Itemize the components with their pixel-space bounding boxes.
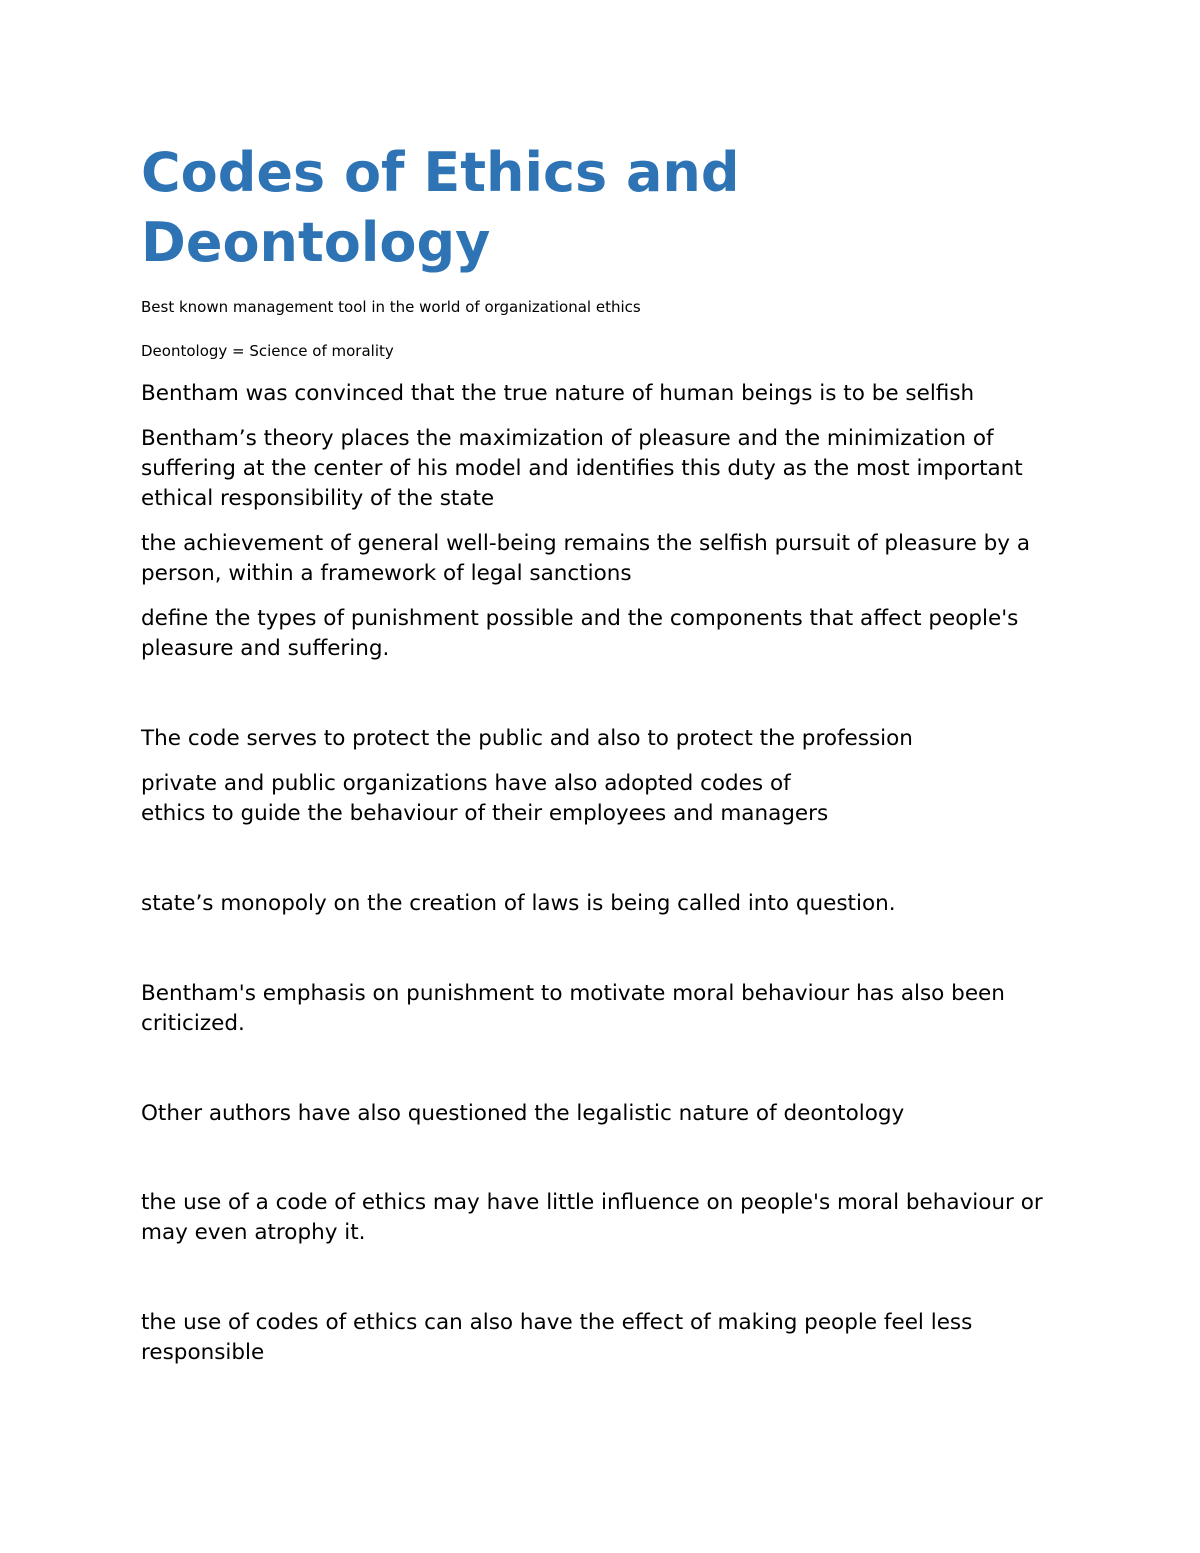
document-title: Codes of Ethics and Deontology xyxy=(141,141,740,274)
paragraph-1: Bentham was convinced that the true nature of human beings is to be selfish xyxy=(141,381,975,406)
paragraph-3: the achievement of general well-being remains the selfish pursuit of pleasure by a person, within a framework of legal sanctions xyxy=(141,531,1031,586)
paragraph-6: private and public organizations have also adopted codes of xyxy=(141,771,791,796)
paragraph-9: Bentham's emphasis on punishment to motivate moral behaviour has also been criticized. xyxy=(141,981,1005,1036)
paragraph-11: the use of a code of ethics may have little influence on people's moral behaviour or may even atrophy it. xyxy=(141,1190,1043,1245)
paragraph-12: the use of codes of ethics can also have the effect of making people feel less responsible xyxy=(141,1310,973,1365)
paragraph-4: define the types of punishment possible and the components that affect people's pleasure and suffering. xyxy=(141,606,1019,661)
subtitle-line-1: Best known management tool in the world of organizational ethics xyxy=(141,298,641,316)
paragraph-5: The code serves to protect the public and also to protect the profession xyxy=(141,726,913,751)
paragraph-10: Other authors have also questioned the legalistic nature of deontology xyxy=(141,1101,905,1126)
subtitle-line-2: Deontology = Science of morality xyxy=(141,342,394,360)
paragraph-7: ethics to guide the behaviour of their employees and managers xyxy=(141,801,829,826)
paragraph-2: Bentham’s theory places the maximization of pleasure and the minimization of suffering at the center of his model and identifies this duty as the most important ethical responsibility of the state xyxy=(141,426,1023,511)
paragraph-8: state’s monopoly on the creation of laws is being called into question. xyxy=(141,891,896,916)
